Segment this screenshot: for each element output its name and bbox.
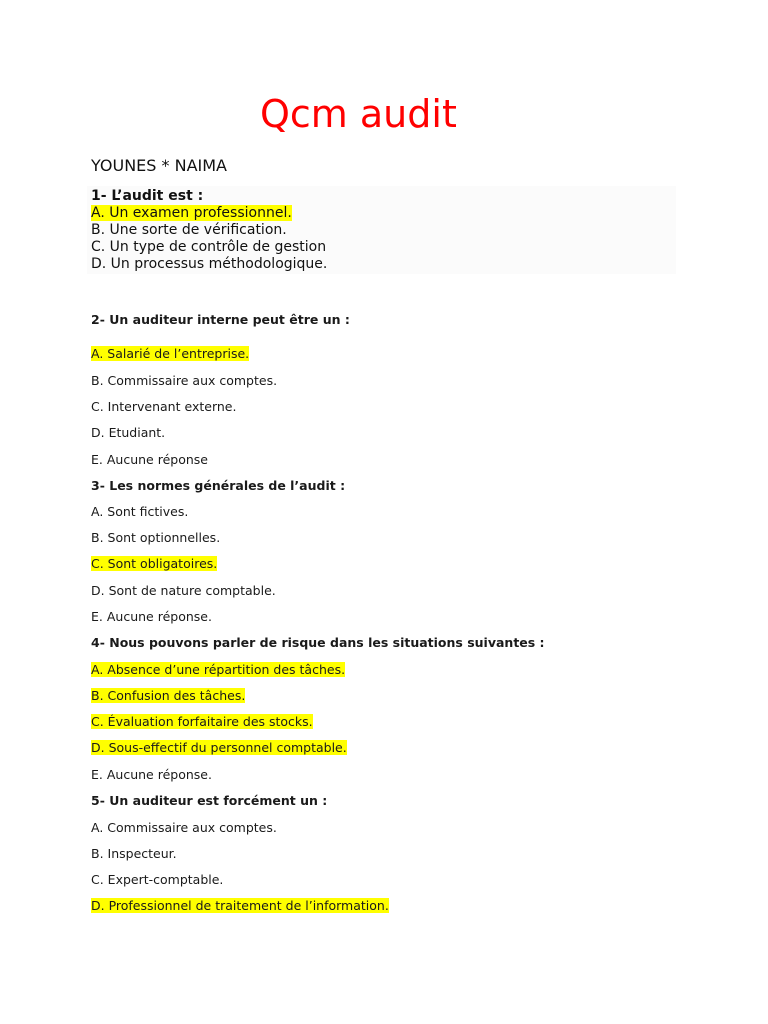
question-2-title: 2- Un auditeur interne peut être un : [91, 312, 350, 327]
page-title: Qcm audit [260, 92, 457, 136]
question-5-title: 5- Un auditeur est forcément un : [91, 793, 328, 808]
question-2-option-e: E. Aucune réponse [91, 452, 208, 467]
question-1-option-b: B. Une sorte de vérification. [91, 222, 287, 238]
question-3-option-a: A. Sont fictives. [91, 504, 189, 519]
question-2-option-d: D. Etudiant. [91, 425, 166, 440]
question-4-option-b: B. Confusion des tâches. [91, 688, 246, 703]
question-1-option-c: C. Un type de contrôle de gestion [91, 239, 327, 255]
question-5-option-b: B. Inspecteur. [91, 846, 177, 861]
question-4-option-e: E. Aucune réponse. [91, 767, 212, 782]
question-4-option-a: A. Absence d’une répartition des tâches. [91, 662, 346, 677]
question-1-option-a: A. Un examen professionnel. [91, 205, 292, 221]
question-5-option-d: D. Professionnel de traitement de l’information. [91, 898, 389, 913]
question-3-option-c: C. Sont obligatoires. [91, 556, 218, 571]
authors-line: YOUNES * NAIMA [91, 156, 227, 175]
question-3-option-b: B. Sont optionnelles. [91, 530, 221, 545]
question-1-option-d: D. Un processus méthodologique. [91, 256, 328, 272]
question-4-option-c: C. Évaluation forfaitaire des stocks. [91, 714, 313, 729]
question-5-option-c: C. Expert-comptable. [91, 872, 224, 887]
question-2-option-a: A. Salarié de l’entreprise. [91, 346, 250, 361]
question-3-option-d: D. Sont de nature comptable. [91, 583, 276, 598]
question-3-option-e: E. Aucune réponse. [91, 609, 212, 624]
question-4-title: 4- Nous pouvons parler de risque dans les situations suivantes : [91, 635, 545, 650]
question-4-option-d: D. Sous-effectif du personnel comptable. [91, 740, 347, 755]
question-5-option-a: A. Commissaire aux comptes. [91, 820, 277, 835]
question-3-title: 3- Les normes générales de l’audit : [91, 478, 346, 493]
question-2-option-c: C. Intervenant externe. [91, 399, 237, 414]
question-2-option-b: B. Commissaire aux comptes. [91, 373, 278, 388]
question-1-title: 1- L’audit est : [91, 188, 204, 204]
